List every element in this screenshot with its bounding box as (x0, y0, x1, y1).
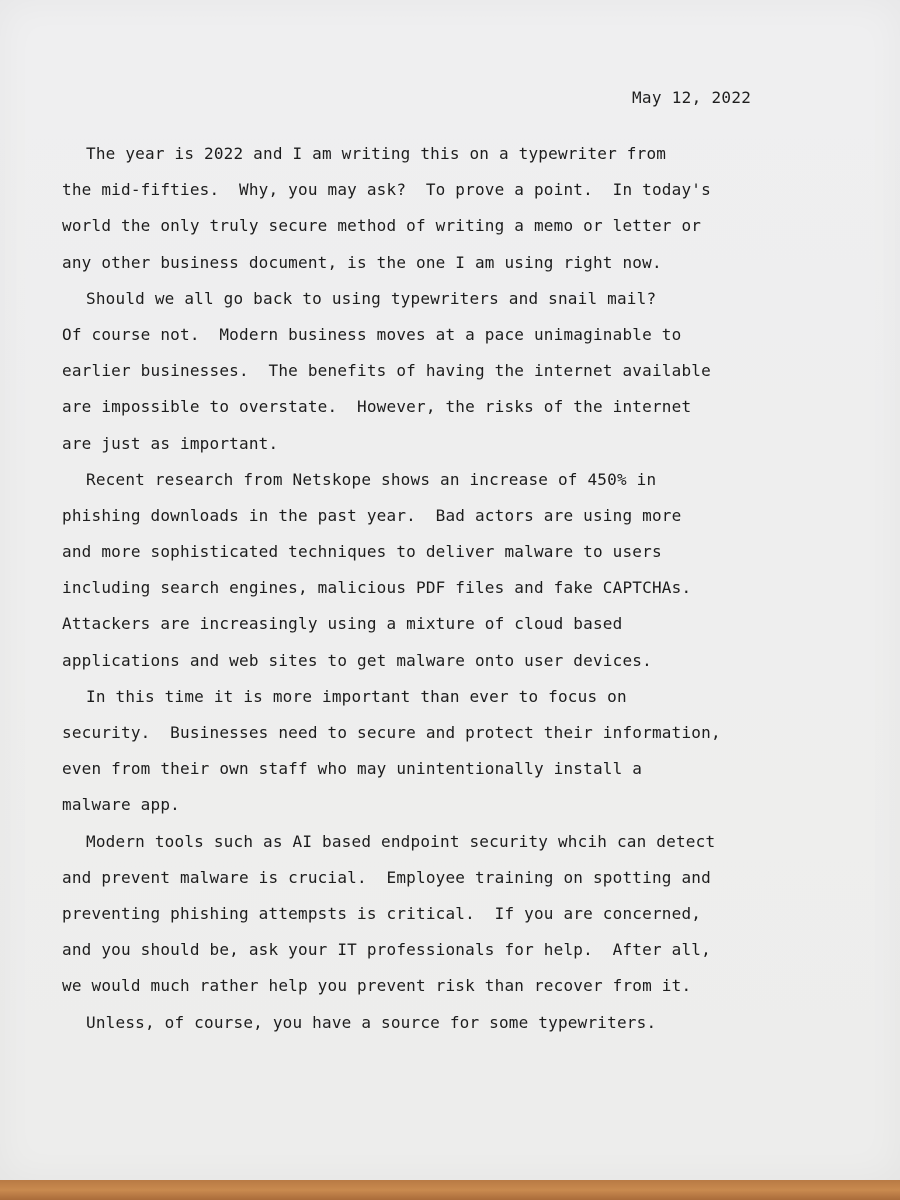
letter-line: preventing phishing attempsts is critical. If you are concerned, (62, 903, 702, 923)
letter-line: are just as important. (62, 433, 279, 453)
letter-line: and more sophisticated techniques to deliver malware to users (62, 542, 662, 562)
letter-line: we would much rather help you prevent risk than recover from it. (62, 976, 692, 996)
letter-line: even from their own staff who may unintentionally install a (62, 759, 643, 779)
letter-line: are impossible to overstate. However, the risks of the internet (62, 397, 692, 417)
letter-line: Recent research from Netskope shows an increase of 450% in (86, 469, 657, 489)
letter-line: earlier businesses. The benefits of having the internet available (62, 361, 711, 381)
letter-date: May 12, 2022 (632, 88, 752, 107)
letter-line: including search engines, malicious PDF files and fake CAPTCHAs. (62, 578, 692, 598)
letter-line: Should we all go back to using typewriters and snail mail? (86, 288, 657, 308)
letter-line: The year is 2022 and I am writing this on a typewriter from (86, 144, 667, 163)
letter-line: any other business document, is the one I am using right now. (62, 252, 662, 272)
letter-line: Attackers are increasingly using a mixture of cloud based (62, 614, 623, 634)
letter-line: and you should be, ask your IT professionals for help. After all, (62, 940, 711, 960)
letter-line: Unless, of course, you have a source for some typewriters. (86, 1012, 657, 1032)
letter-line: Of course not. Modern business moves at a pace unimaginable to (62, 324, 682, 344)
letter-line: and prevent malware is crucial. Employee training on spotting and (62, 867, 711, 887)
wooden-table-edge (0, 1180, 900, 1200)
letter-line: security. Businesses need to secure and protect their information, (62, 723, 721, 742)
letter-line: world the only truly secure method of writing a memo or letter or (62, 216, 702, 236)
letter-line: malware app. (62, 795, 180, 815)
letter-line: In this time it is more important than ever to focus on (86, 686, 627, 706)
letter-line: phishing downloads in the past year. Bad actors are using more (62, 505, 682, 525)
letter-line: Modern tools such as AI based endpoint security whcih can detect (86, 831, 716, 851)
letter-line: applications and web sites to get malware onto user devices. (62, 650, 652, 670)
letter-line: the mid-fifties. Why, you may ask? To prove a point. In today's (62, 180, 711, 200)
letter-body (62, 136, 862, 1041)
